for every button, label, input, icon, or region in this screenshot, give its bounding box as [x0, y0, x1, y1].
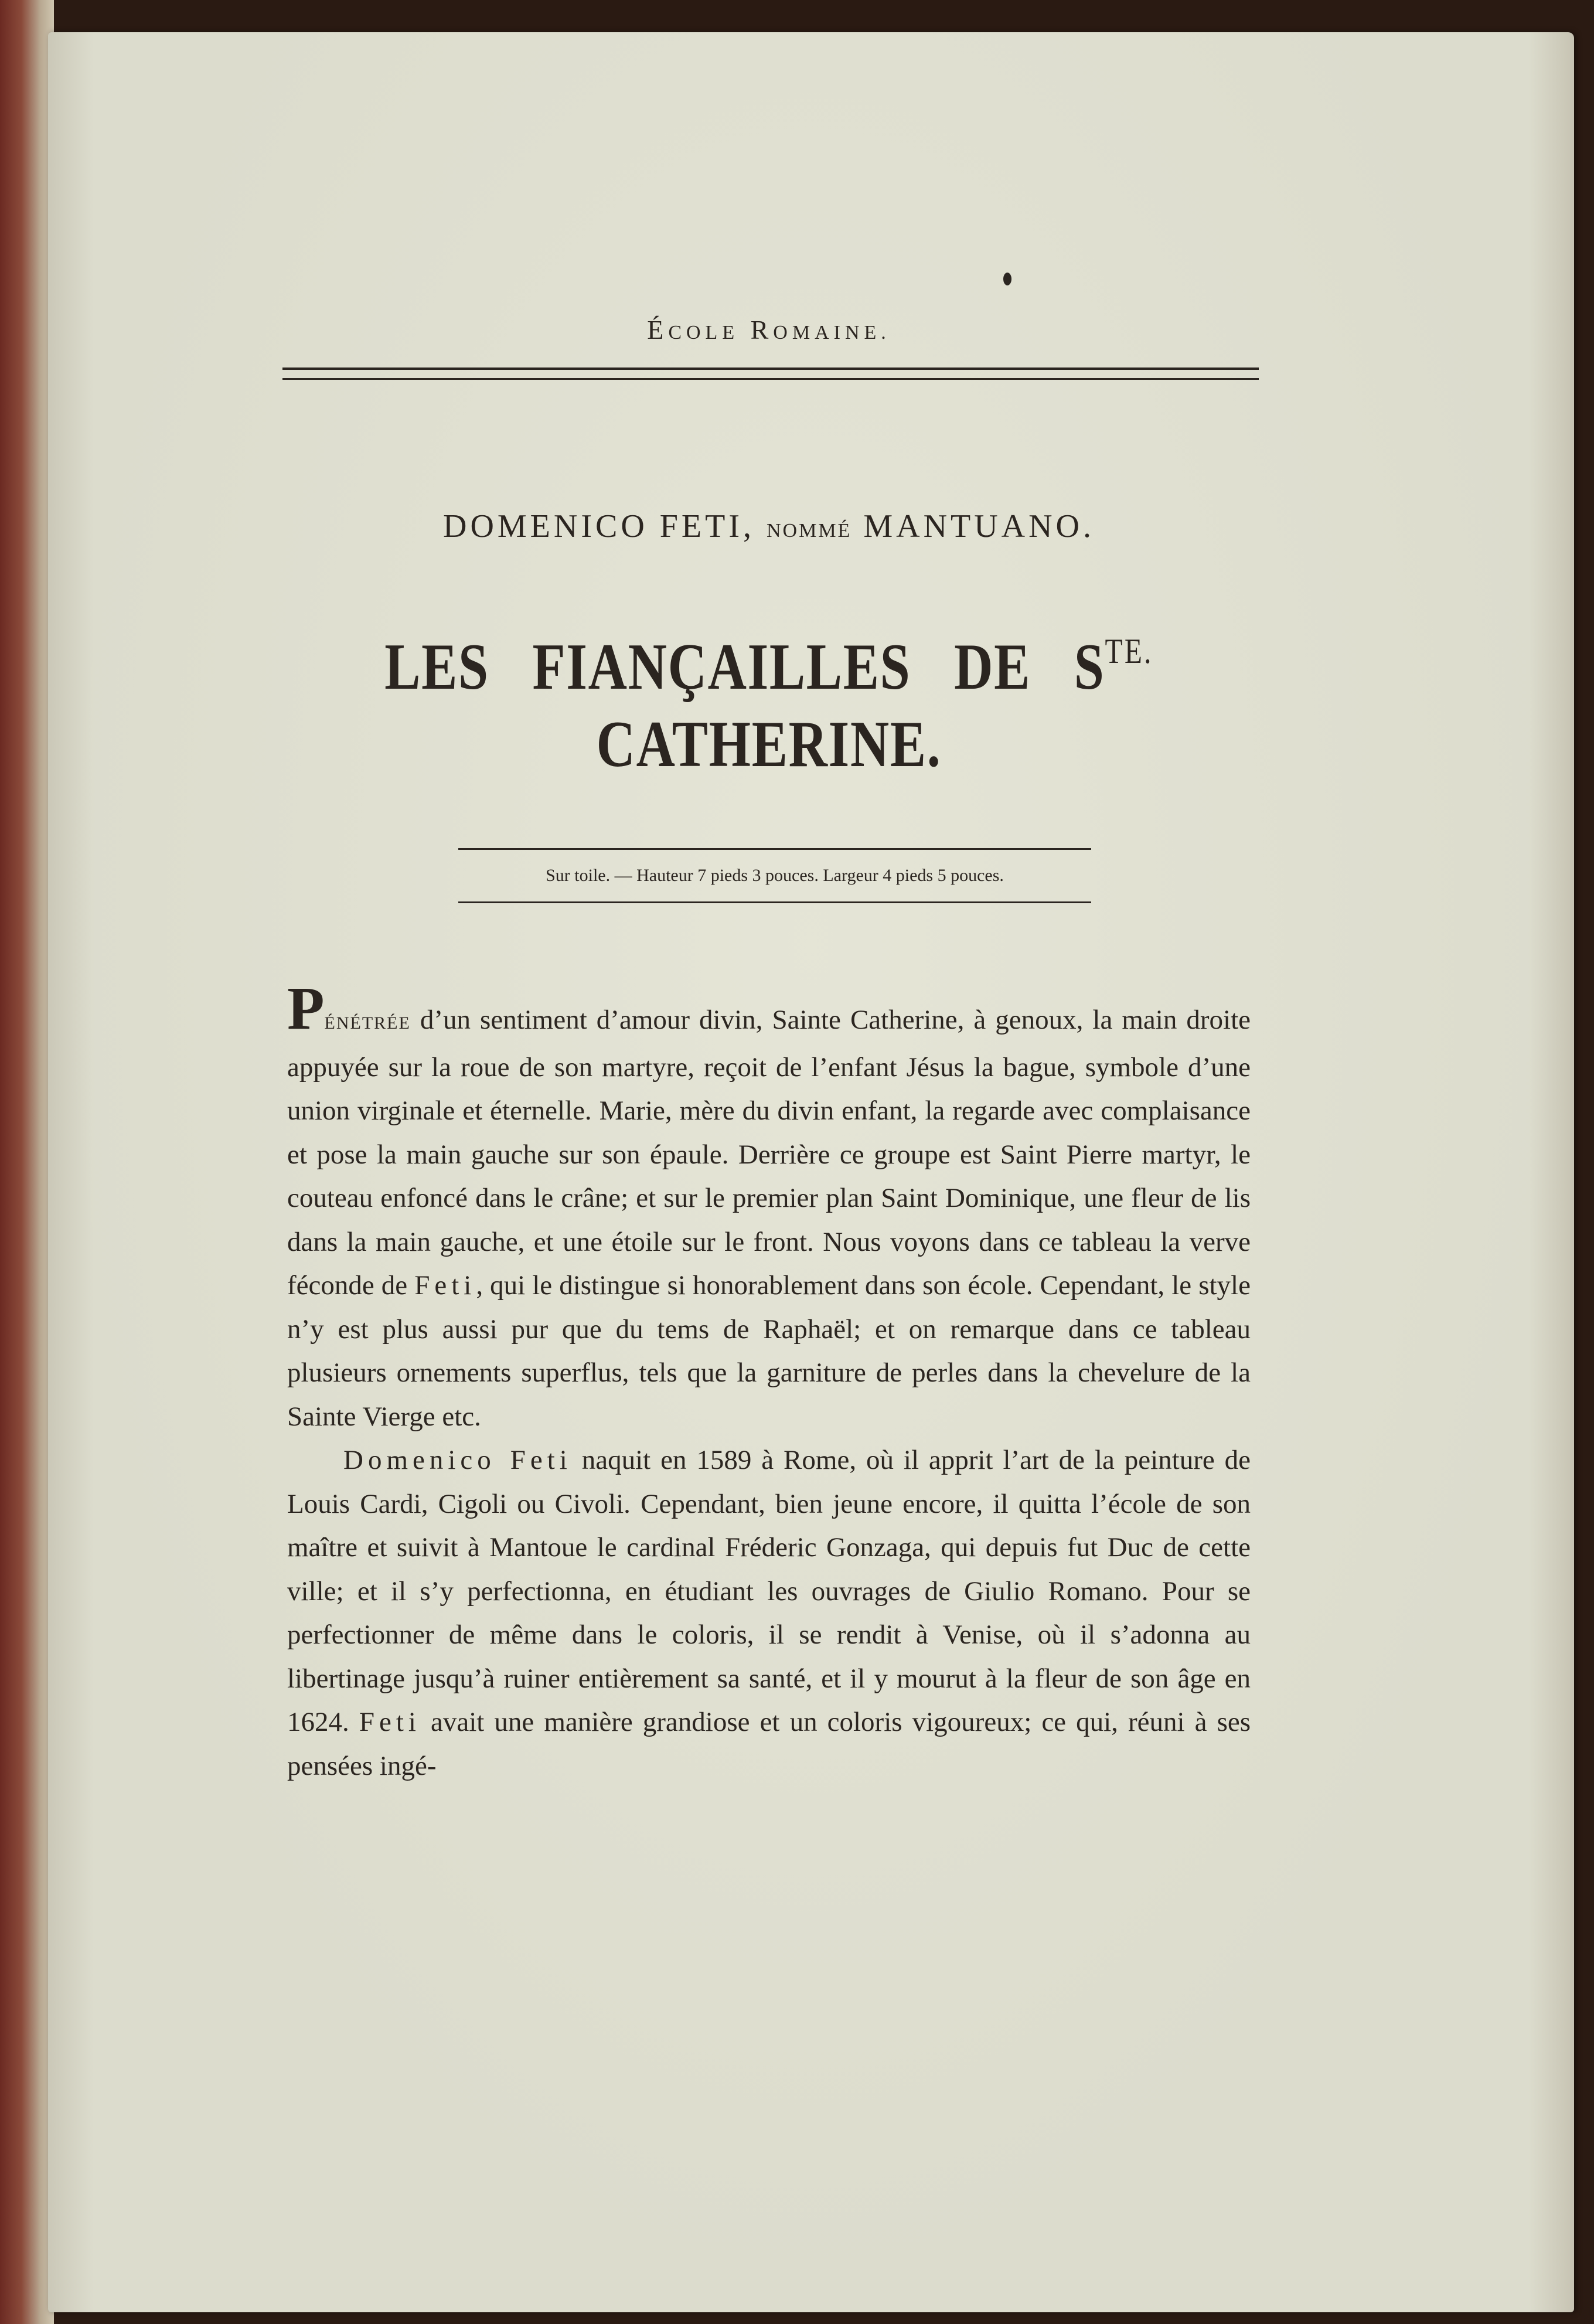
paragraph-description [287, 975, 1251, 1438]
header-initial-e: É [647, 315, 669, 345]
painting-title [370, 613, 1167, 783]
artist-nickname: MANTUANO. [863, 508, 1095, 545]
dimensions-box: Sur toile. — Hauteur 7 pieds 3 pouces. Largeur 4 pieds 5 pouces. [458, 848, 1091, 903]
painting-title-saint: S [1074, 631, 1105, 703]
paragraph-2-artist-name: Domenico Feti [343, 1445, 572, 1475]
paragraph-1-artist-name: Feti [414, 1270, 476, 1301]
paragraph-1-text-a: d’un sentiment d’amour divin, Sainte Catherine, à genoux, la main droite appuyée sur la roue de son martyre, reçoit de l’enfant Jésus la bague, symbole d’une union virginale et éternelle. Marie, mère du divin enfant, la regarde avec complaisance et pose la main gauche sur son épaule. Derrière ce groupe est Saint Pierre martyr, le couteau enfoncé dans le crâne; et sur le premier plan Saint Dominique, une fleur de lis dans la main gauche, et une étoile sur le front. Nous voyons dans ce tableau la verve féconde de [287, 1005, 1251, 1301]
artist-name: DOMENICO FETI, [443, 508, 755, 545]
section-header [282, 312, 1255, 351]
painting-title-sup: TE. [1105, 632, 1153, 671]
opening-smallcaps: ÉNÉTRÉE [324, 1013, 411, 1033]
paragraph-biography [287, 1438, 1251, 1788]
artist-line [282, 506, 1255, 552]
header-double-rule [282, 368, 1259, 380]
paragraph-2-text-a: naquit en 1589 à Rome, où il apprit l’art de la peinture de Louis Cardi, Cigoli ou Civoli. Cependant, bien jeune encore, il quitta l’école de son maître et suivit à Mantoue le cardinal Fréderic Gonzaga, qui depuis fut Duc de cette ville; et il s’y perfectionna, en étudiant les ouvrages de Giulio Romano. Pour se perfectionner de même dans le coloris, il se rendit à Venise, où il s’adonna au libertinage jusqu’à ruiner entièrement sa santé, et il y mourut à la fleur de son âge en 1624. [287, 1445, 1251, 1737]
paragraph-2-text-b: avait une manière grandiose et un coloris vigoureux; ce qui, réuni à ses pensées ingé- [287, 1707, 1251, 1781]
ink-speck [1003, 273, 1011, 285]
book-page [48, 32, 1574, 2312]
painting-title-line-1 [370, 613, 1167, 706]
artist-nickname-prefix: NOMMÉ [766, 520, 852, 542]
book-spine-edge [0, 0, 54, 2324]
painting-title-line-2: CATHERINE. [596, 708, 942, 781]
painting-title-main: LES FIANÇAILLES DE [384, 631, 1031, 703]
body-text [287, 975, 1251, 1788]
drop-cap: P [287, 975, 325, 1042]
paragraph-2-artist-surname: Feti [359, 1707, 421, 1737]
header-word-ecole: COLE [668, 322, 740, 343]
header-word-romaine: OMAINE. [773, 322, 891, 343]
header-initial-r: R [750, 315, 774, 345]
paragraph-1-text-b: , qui le distingue si honorablement dans son école. Cependant, le style n’y est plus aussi pur que du tems de Raphaël; et on remarque dans ce tableau plusieurs ornements superflus, tels que la garniture de perles dans la chevelure de la Sainte Vierge etc. [287, 1270, 1251, 1432]
